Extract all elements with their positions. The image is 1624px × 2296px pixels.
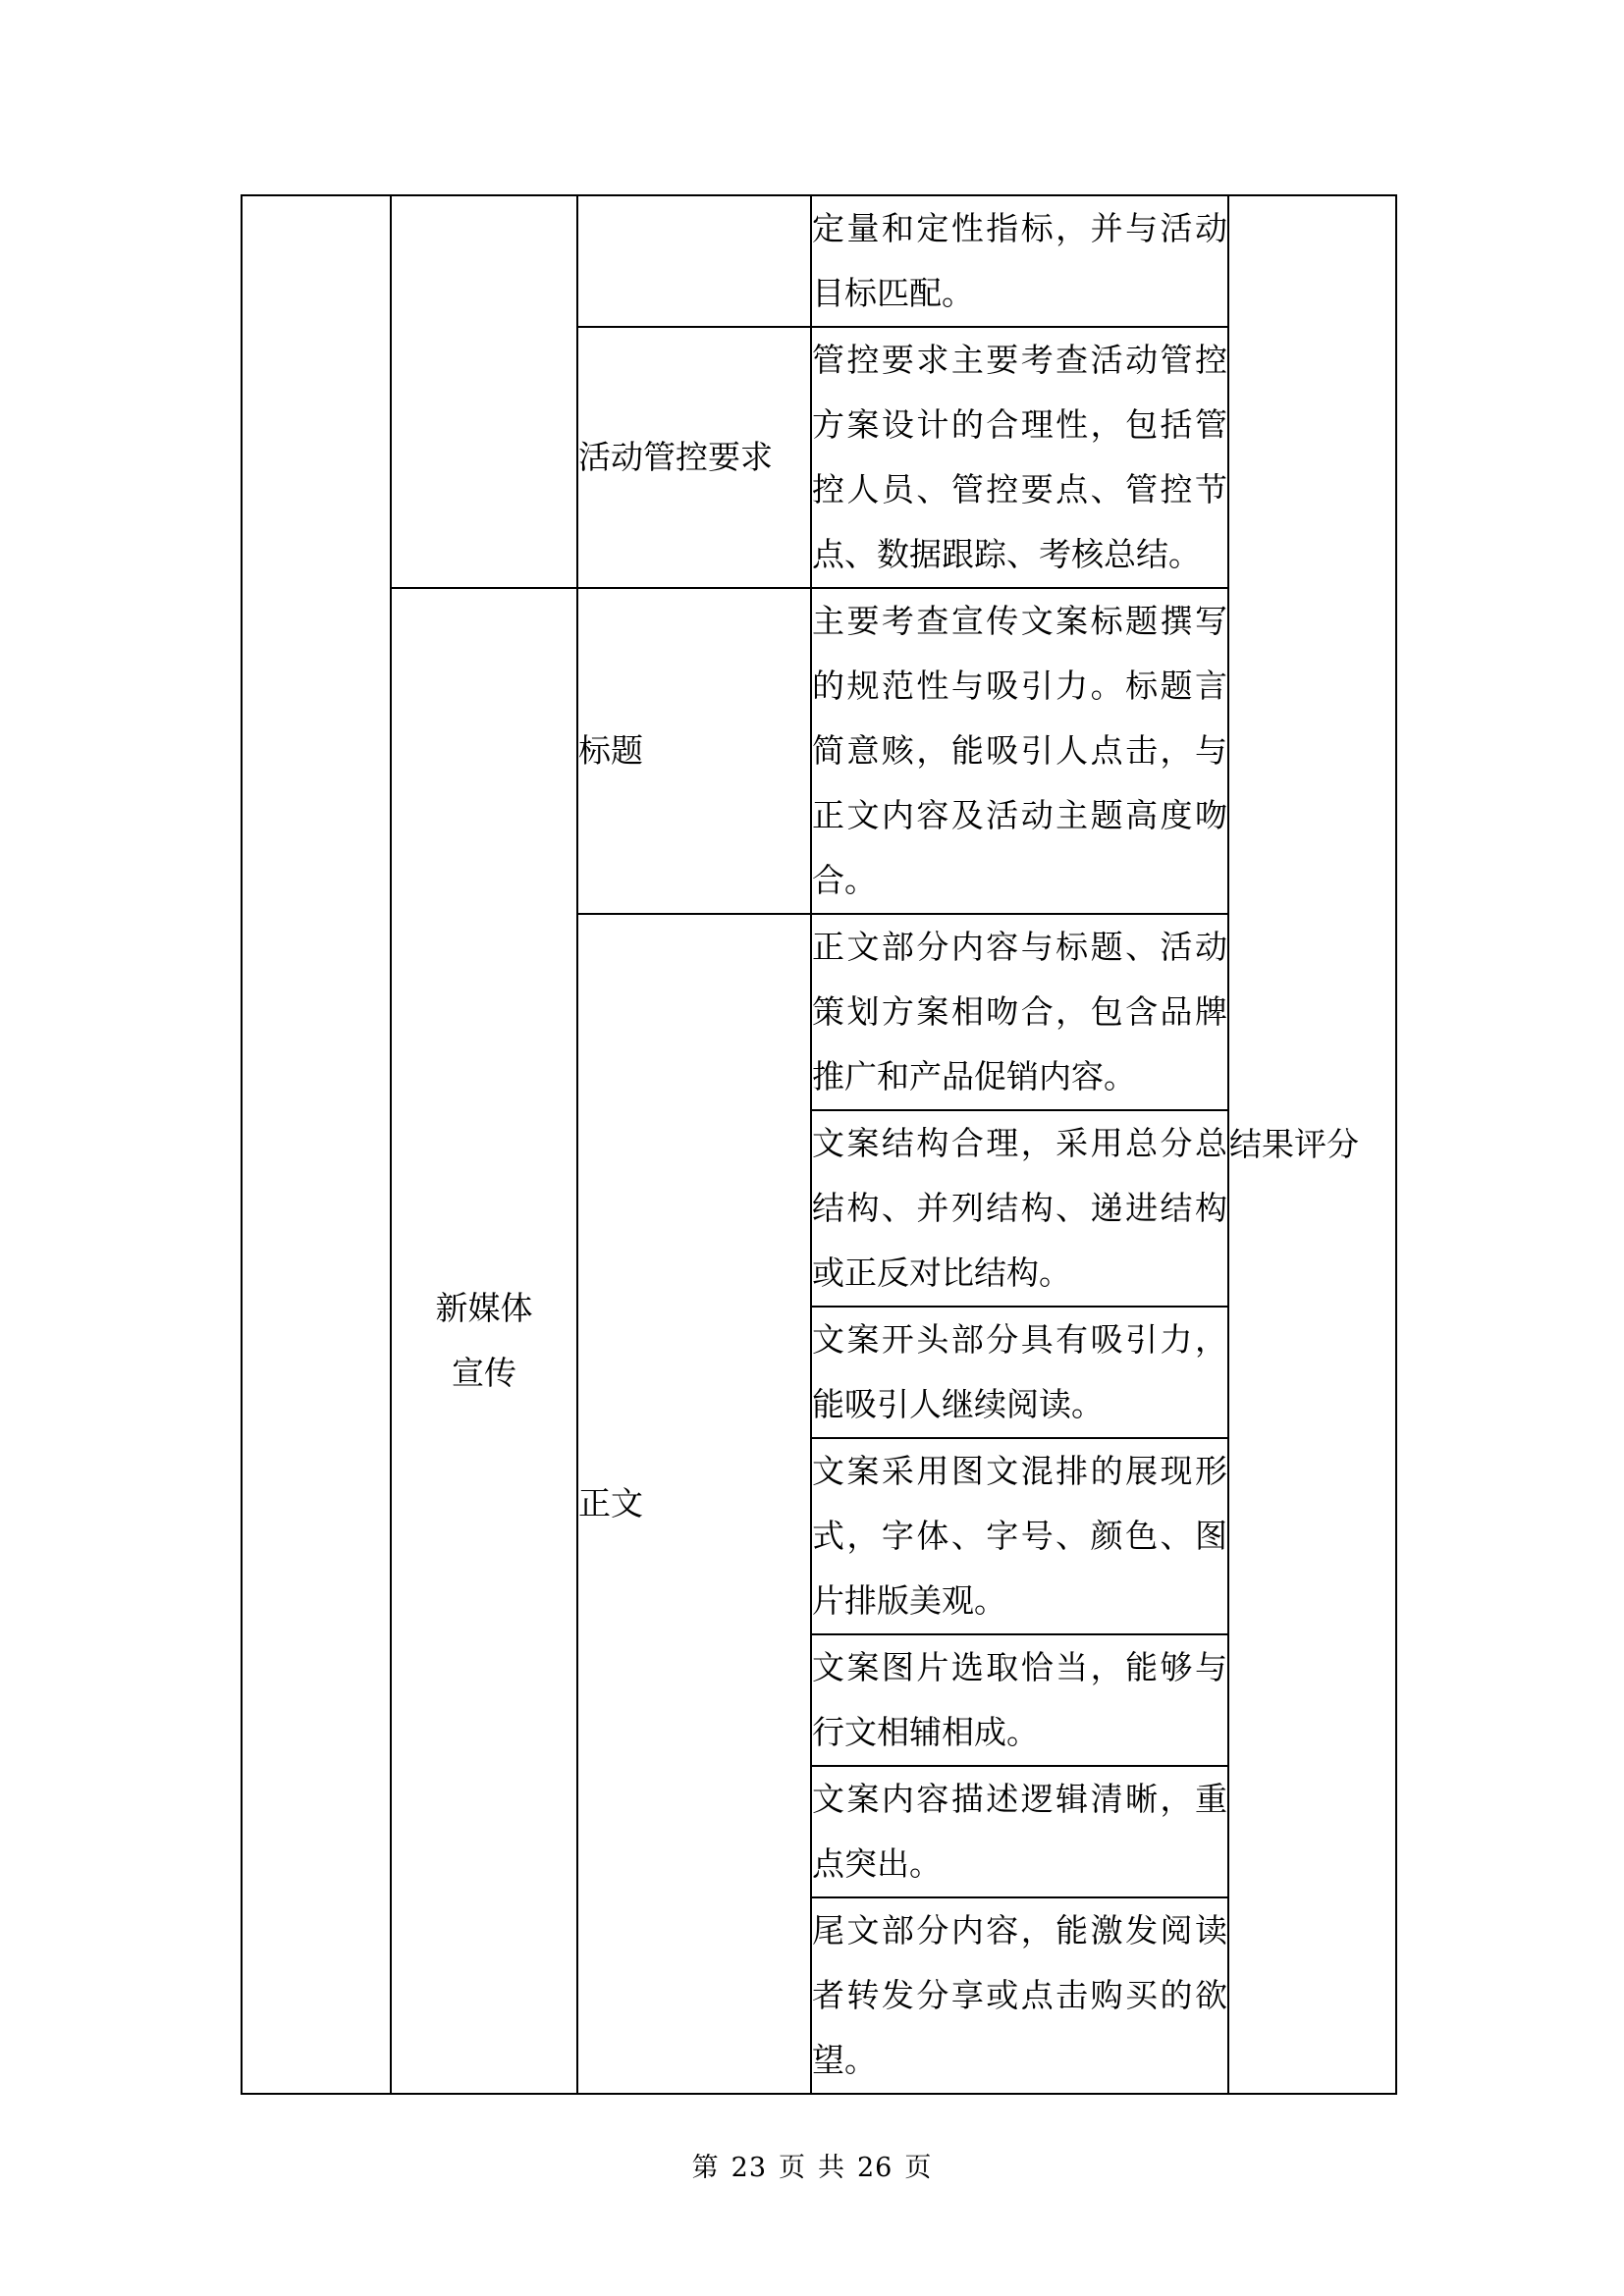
score-method-cell: 结果评分	[1228, 195, 1396, 2094]
category-cell	[391, 588, 577, 2094]
module-cell	[242, 195, 391, 2094]
criteria-cell: 文案结构合理，采用总分总结构、并列结构、递进结构或正反对比结构。	[811, 1110, 1228, 1307]
category-label-line: 宣传	[452, 1354, 516, 1392]
criteria-cell: 文案开头部分具有吸引力，能吸引人继续阅读。	[811, 1307, 1228, 1438]
criteria-cell: 正文部分内容与标题、活动策划方案相吻合，包含品牌推广和产品促销内容。	[811, 914, 1228, 1110]
table-row	[242, 588, 1396, 914]
criteria-cell: 文案采用图文混排的展现形式，字体、字号、颜色、图片排版美观。	[811, 1438, 1228, 1634]
total-pages: 26	[857, 2153, 893, 2183]
page-number: 第 23 页 共 26 页	[691, 2153, 933, 2183]
criteria-cell: 尾文部分内容，能激发阅读者转发分享或点击购买的欲望。	[811, 1897, 1228, 2094]
current-page: 23	[731, 2153, 767, 2183]
category-label-line: 新媒体	[435, 1289, 533, 1327]
criteria-cell: 定量和定性指标，并与活动目标匹配。	[811, 195, 1228, 327]
criteria-cell: 管控要求主要考查活动管控方案设计的合理性，包括管控人员、管控要点、管控节点、数据跟踪、考核总结。	[811, 327, 1228, 588]
criteria-cell: 文案内容描述逻辑清晰，重点突出。	[811, 1766, 1228, 1897]
criteria-cell: 文案图片选取恰当，能够与行文相辅相成。	[811, 1634, 1228, 1766]
subitem-cell: 标题	[577, 588, 811, 914]
category-cell	[391, 195, 577, 588]
subitem-cell	[577, 195, 811, 327]
subitem-cell: 正文	[577, 914, 811, 2094]
table-row	[242, 195, 1396, 327]
criteria-cell: 主要考查宣传文案标题撰写的规范性与吸引力。标题言简意赅，能吸引人点击，与正文内容及活动主题高度吻合。	[811, 588, 1228, 914]
assessment-table	[241, 194, 1397, 2095]
subitem-cell: 活动管控要求	[577, 327, 811, 588]
